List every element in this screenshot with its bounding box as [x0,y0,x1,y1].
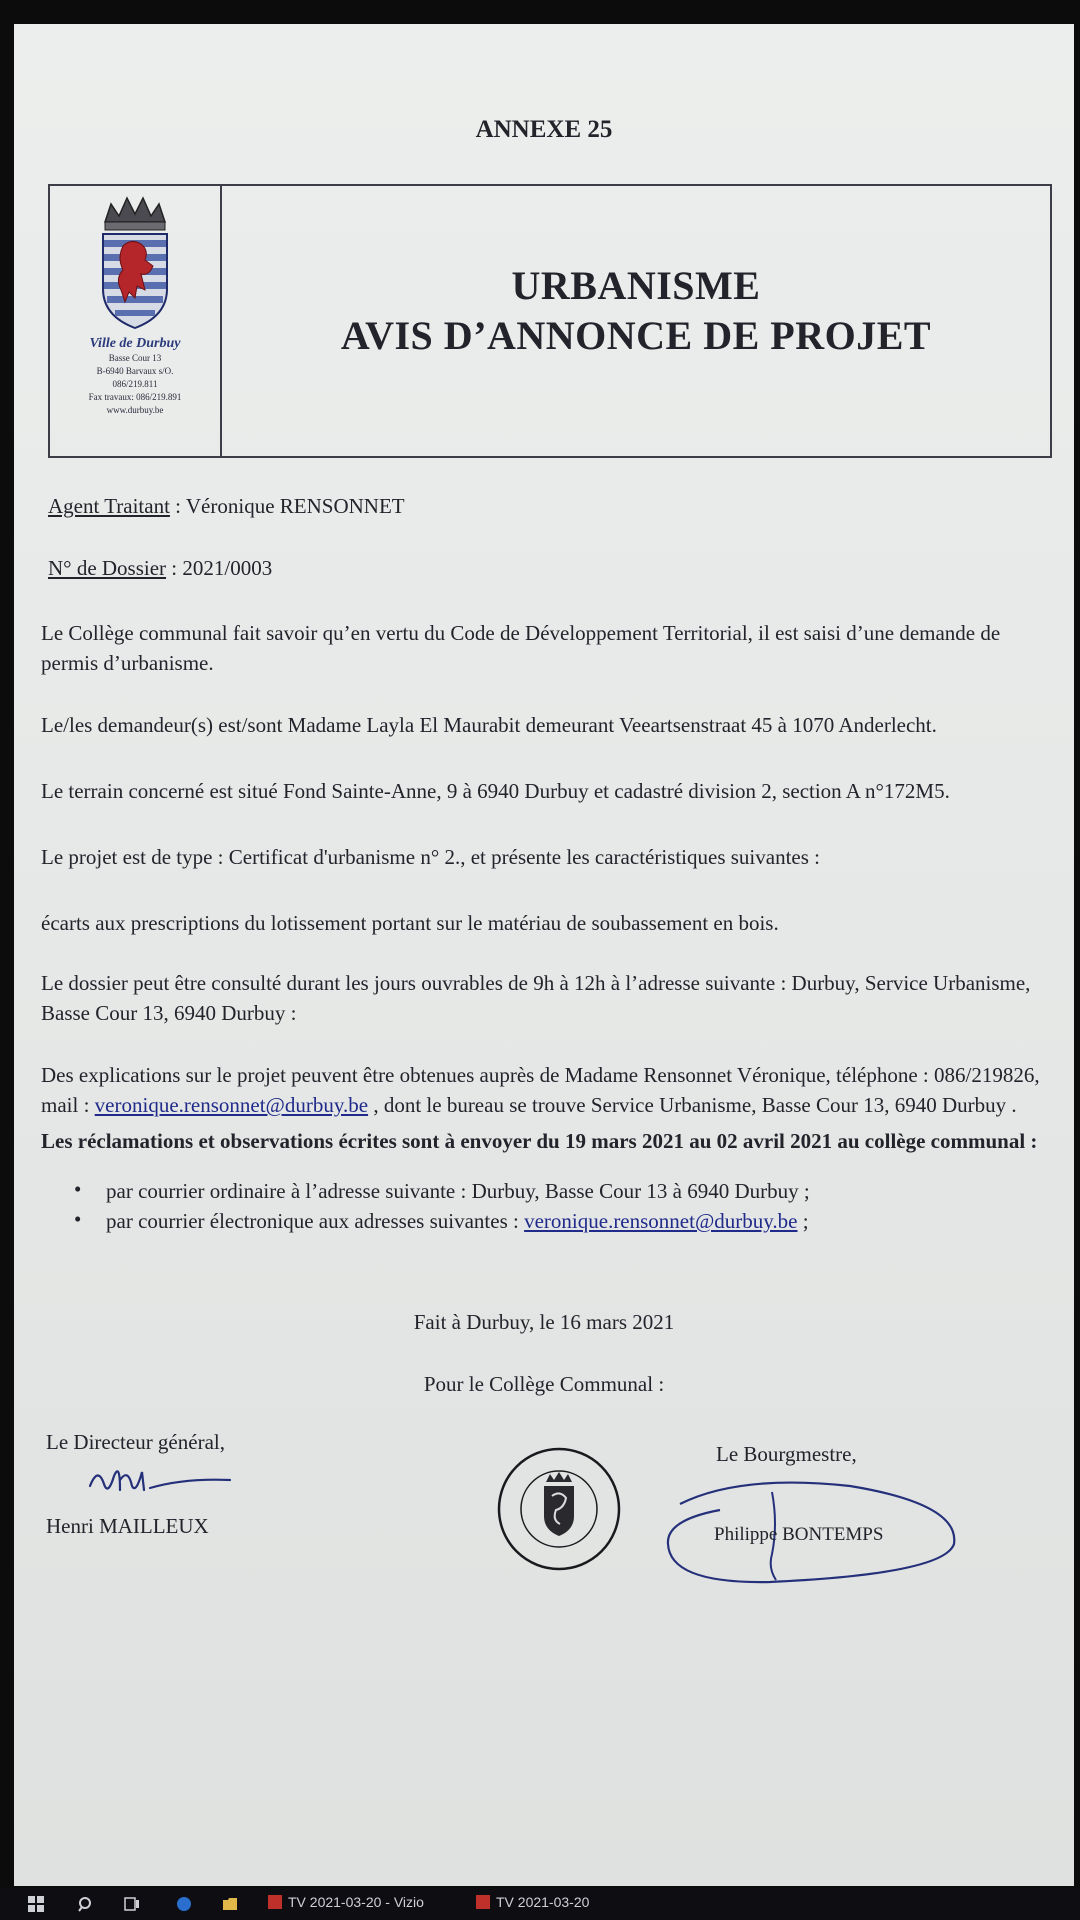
search-icon[interactable] [78,1896,94,1912]
logo-town-name: Ville de Durbuy [89,336,181,351]
start-windows-icon[interactable] [28,1896,44,1912]
header-box [48,184,1052,458]
logo-fax: Fax travaux: 086/219.891 [88,392,182,402]
taskbar-task-2[interactable] [476,1894,589,1914]
durbuy-logo [50,186,222,456]
directeur-name: Henri MAILLEUX [46,1514,209,1538]
page-subtitle: AVIS D’ANNONCE DE PROJET [340,313,932,358]
app-icon [268,1895,282,1909]
bullet-email-link[interactable]: veronique.rensonnet@durbuy.be [524,1209,798,1233]
bullet-email-text: par courrier électronique aux adresses suivantes : [106,1209,525,1233]
bourgmestre-title: Le Bourgmestre, [716,1442,857,1466]
task-view-icon[interactable] [124,1896,140,1912]
paragraph-terrain: Le terrain concerné est situé Fond Sainte-Anne, 9 à 6940 Durbuy et cadastré division 2, section A n°172M5. [41,779,950,803]
email-link[interactable]: veronique.rensonnet@durbuy.be [94,1093,369,1117]
page-title: URBANISME [511,263,761,308]
taskbar-task-label: TV 2021-03-20 - Vizio [288,1894,424,1910]
windows-taskbar [0,1888,1080,1920]
municipal-seal [494,1444,624,1574]
title-block [222,186,1050,456]
app-icon [476,1895,490,1909]
logo-phone: 086/219.811 [112,379,158,389]
logo-address-line: Basse Cour 13 [108,353,162,363]
list-item [74,1206,810,1236]
logo-address-line: B-6940 Barvaux s/O. [96,366,174,376]
bullet-postal: par courrier ordinaire à l’adresse suivante : Durbuy, Basse Cour 13 à 6940 Durbuy ; [106,1179,810,1203]
reclamations-heading: Les réclamations et observations écrites sont à envoyer du 19 mars 2021 au 02 avril 2021 au collège communal : [41,1129,1038,1153]
explanations-text-end: , dont le bureau se trouve Service Urbanisme, Basse Cour 13, 6940 Durbuy . [368,1093,1017,1117]
reclamation-methods-list [74,1176,810,1236]
agent-label: Agent Traitant [48,494,170,518]
paragraph-project-type: Le projet est de type : Certificat d'urbanisme n° 2., et présente les caractéristiques suivantes : [41,845,820,869]
coat-of-arms-icon [95,194,175,334]
agent-value: : Véronique RENSONNET [169,494,405,518]
date-line: Fait à Durbuy, le 16 mars 2021 [413,1310,675,1334]
dossier-value: : 2021/0003 [166,556,273,580]
document-page [14,24,1074,1886]
dossier-line [48,556,272,581]
college-line: Pour le Collège Communal : [423,1372,665,1396]
taskbar-task-label: TV 2021-03-20 [496,1894,590,1910]
taskbar-task-1[interactable] [268,1894,424,1914]
bullet-email-end: ; [797,1209,809,1233]
explanations-text: Des explications sur le projet peuvent être obtenues auprès de Madame Rensonnet Véronique, téléphone : 086/219826, mail : [41,1063,1040,1117]
paragraph-characteristics: écarts aux prescriptions du lotissement portant sur le matériau de soubassement en bois. [41,911,779,935]
bourgmestre-name: Philippe BONTEMPS [714,1524,884,1545]
file-explorer-icon[interactable] [222,1896,238,1912]
paragraph-consultation: Le dossier peut être consulté durant les jours ouvrables de 9h à 12h à l’adresse suivante : Durbuy, Service Urbanisme, Basse Cour 13, 6940 Durbuy : [41,971,1031,1025]
agent-line [48,494,405,519]
paragraph-explanations [41,1060,1061,1120]
edge-browser-icon[interactable] [176,1896,192,1912]
directeur-signature [84,1460,234,1504]
dossier-label: N° de Dossier [48,556,167,580]
paragraph-intro: Le Collège communal fait savoir qu’en vertu du Code de Développement Territorial, il est saisi d’une demande de permis d’urbanisme. [41,621,1001,675]
directeur-title: Le Directeur général, [46,1430,225,1454]
paragraph-applicant: Le/les demandeur(s) est/sont Madame Layla El Maurabit demeurant Veeartsenstraat 45 à 1070 Anderlecht. [41,713,937,737]
logo-website: www.durbuy.be [106,405,164,415]
annexe-number: ANNEXE 25 [475,116,613,143]
list-item [74,1176,810,1206]
